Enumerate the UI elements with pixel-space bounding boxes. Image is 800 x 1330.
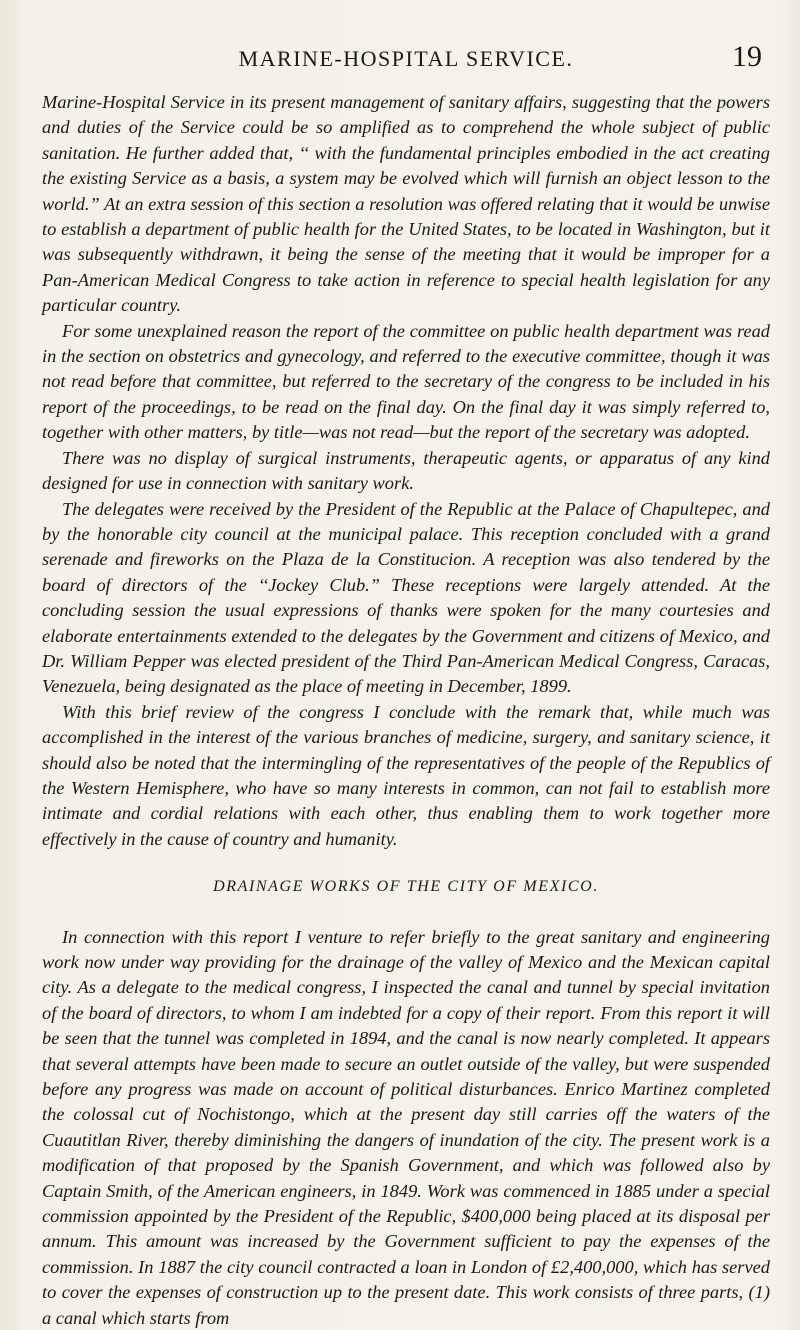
running-head [42, 40, 770, 86]
section-heading: DRAINAGE WORKS OF THE CITY OF MEXICO. [213, 878, 599, 896]
paragraph: In connection with this report I venture to refer briefly to the great sanitary and engineering work now under way providing for the drainage of the valley of Mexico and the Mexican capital city. As a delegate to the medical congress, I inspected the canal and tunnel by special invitation of the board of directors, to whom I am indebted for a copy of their report. From this report it will be seen that the tunnel was completed in 1894, and the canal is now nearly completed. It appears that several attempts have been made to secure an outlet outside of the valley, but were suspended before any progress was made on account of political disturbances. Enrico Martinez completed the colossal cut of Nochistongo, which at the present day still carries off the waters of the Cuautitlan River, thereby diminishing the dangers of inundation of the city. The present work is a modification of that proposed by the Spanish Government, and which was followed also by Captain Smith, of the American engineers, in 1849. Work was commenced in 1885 under a special commission appointed by the President of the Republic, $400,000 being placed at its disposal per annum. This amount was increased by the Government sufficient to pay the expenses of the commission. In 1887 the city council contracted a loan in London of £2,400,000, which has served to cover the expenses of construction up to the present date. This work consists of three parts, (1) a canal which starts from [42, 926, 770, 1328]
body-text [42, 90, 770, 1330]
paragraph: With this brief review of the congress I conclude with the remark that, while much was accomplished in the interest of the various branches of medicine, surgery, and sanitary science, it should also be noted that the intermingling of the representatives of the people of the Republics of the Western Hemisphere, who have so many interests in common, can not fail to establish more intimate and cordial relations with each other, thus enabling them to work together more effectively in the cause of country and humanity. [42, 701, 770, 849]
page-number: 19 [732, 40, 762, 73]
running-title: MARINE-HOSPITAL SERVICE. [238, 46, 574, 71]
paragraph: For some unexplained reason the report of the committee on public health department was read in the section on obstetrics and gynecology, and referred to the executive committee, though it was not read before that committee, but referred to the secretary of the congress to be included in his report of the proceedings, to be read on the final day. On the final day it was simply referred to, together with other matters, by title—was not read—but the report of the secretary was adopted. [42, 320, 770, 443]
paragraph: The delegates were received by the President of the Republic at the Palace of Chapultepec, and by the honorable city council at the municipal palace. This reception concluded with a grand serenade and fireworks on the Plaza de la Constitucion. A reception was also tendered by the board of directors of the ‘‘Jockey Club.” These receptions were largely attended. At the concluding session the usual expressions of thanks were spoken for the many courtesies and elaborate entertainments extended to the delegates by the Government and citizens of Mexico, and Dr. William Pepper was elected president of the Third Pan-American Medical Congress, Caracas, Venezuela, being designated as the place of meeting in December, 1899. [42, 498, 770, 697]
paragraph: There was no display of surgical instruments, therapeutic agents, or apparatus of any kind designed for use in connection with sanitary work. [42, 447, 770, 494]
paragraph: Marine-Hospital Service in its present management of sanitary affairs, suggesting that the powers and duties of the Service could be so amplified as to comprehend the whole subject of public sanitation. He further added that, ‘‘ with the fundamental principles embodied in the act creating the existing Service as a basis, a system may be evolved which will furnish an object lesson to the world.” At an extra session of this section a resolution was offered relating that it would be unwise to establish a department of public health for the United States, to be located in Washington, but it was subsequently withdrawn, it being the sense of the meeting that it would be improper for a Pan-American Medical Congress to take action in reference to special health legislation for any particular country. [42, 92, 770, 316]
